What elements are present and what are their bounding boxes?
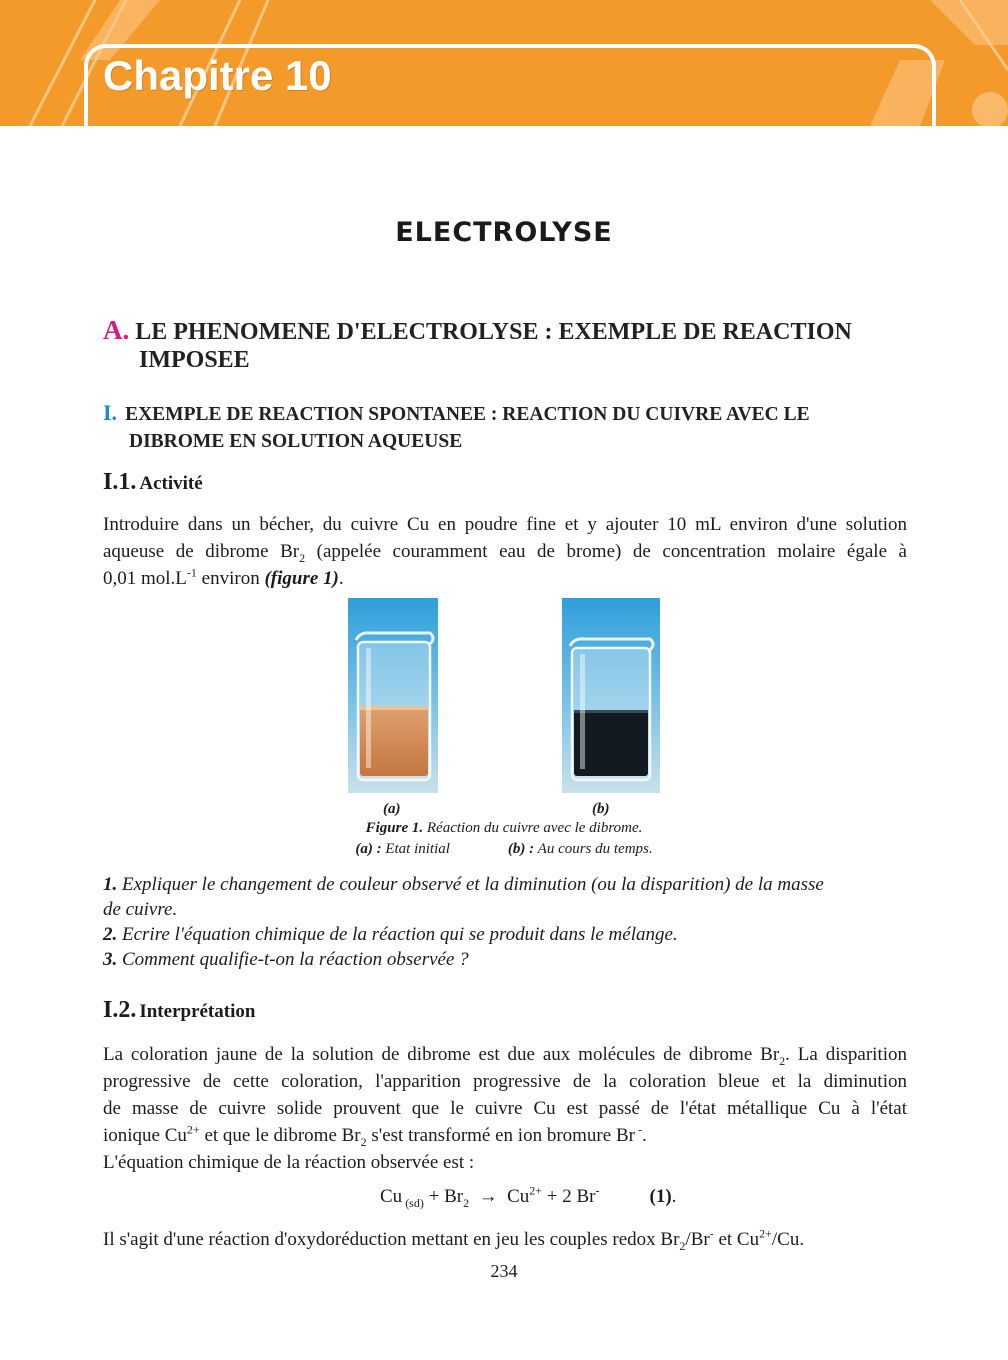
question-text: Expliquer le changement de couleur observé et la diminution (ou la disparition) de la masse: [117, 874, 824, 895]
interp-line-4: [103, 1122, 907, 1149]
text-run: Il s'agit d'une réaction d'oxydoréduction mettant en jeu les couples redox Br: [103, 1229, 680, 1250]
chemical-equation: [380, 1183, 677, 1210]
subsection-2-number: I.2.: [103, 997, 137, 1023]
beaker-photo-reaction: [562, 598, 660, 793]
activity-line-2: [103, 538, 907, 565]
eq-term: + Br: [423, 1186, 464, 1207]
text-run: .: [338, 568, 344, 589]
superscript: 2+: [186, 1122, 200, 1137]
legend-a-key: (a) :: [355, 841, 382, 857]
text-run: et Cu: [713, 1229, 760, 1250]
activity-line-1: Introduire dans un bécher, du cuivre Cu en poudre fine et y ajouter 10 mL environ d'une solution: [103, 514, 907, 535]
text-run: et que le dibrome Br: [199, 1125, 361, 1146]
question-number: 2.: [103, 924, 118, 945]
subsection-2-title: Interprétation: [139, 1001, 256, 1022]
subsection-1-heading: [103, 469, 203, 496]
section-a-line1: LE PHENOMENE D'ELECTROLYSE : EXEMPLE DE REACTION: [135, 319, 852, 345]
interp-line-5: L'équation chimique de la réaction observée est :: [103, 1152, 475, 1173]
superscript: 2+: [529, 1183, 543, 1198]
section-i-line2: DIBROME EN SOLUTION AQUEUSE: [129, 431, 463, 452]
text-run: /Cu.: [771, 1229, 805, 1250]
section-a-letter: A.: [103, 315, 130, 345]
activity-paragraph: [103, 511, 907, 592]
subscript: 2: [779, 1053, 786, 1068]
legend-a-text: Etat initial: [381, 841, 450, 857]
subsection-1-number: I.1.: [103, 469, 137, 495]
text-run: s'est transformé en ion bromure Br: [366, 1125, 635, 1146]
page-title: ELECTROLYSE: [395, 217, 613, 248]
subscript: 2: [679, 1238, 686, 1253]
chapter-banner: [0, 0, 1008, 126]
text-run: environ: [196, 568, 265, 589]
text-run: La coloration jaune de la solution de dibrome est due aux molécules de dibrome Br: [103, 1044, 780, 1065]
reaction-arrow: →: [469, 1186, 508, 1207]
section-i-heading: [103, 399, 908, 455]
section-a-line2: IMPOSEE: [139, 347, 250, 373]
interp-line-3: de masse de cuivre solide prouvent que le cuivre Cu est passé de l'état métallique Cu à l'état: [103, 1098, 907, 1119]
conclusion-paragraph: [103, 1226, 907, 1253]
figure-label-a: (a): [383, 801, 401, 817]
beaker-photo-initial: [348, 598, 438, 793]
legend-b-key: (b) :: [507, 841, 535, 857]
superscript: -: [709, 1226, 714, 1241]
superscript: -1: [186, 565, 197, 580]
section-i-line1: EXEMPLE DE REACTION SPONTANEE : REACTION DU CUIVRE AVEC LE: [125, 404, 810, 425]
figure-caption-text: Réaction du cuivre avec le dibrome.: [423, 820, 643, 836]
interp-line-2: progressive de cette coloration, l'apparition progressive de la coloration bleue et la diminution: [103, 1071, 907, 1092]
superscript: -: [595, 1183, 600, 1198]
question-list: [103, 872, 907, 972]
question-text: Ecrire l'équation chimique de la réaction qui se produit dans le mélange.: [117, 924, 678, 945]
figure-number: Figure 1.: [365, 820, 424, 836]
equation-number: (1): [649, 1186, 672, 1207]
text-run: aqueuse de dibrome Br: [103, 541, 300, 562]
eq-term: + 2 Br: [542, 1186, 596, 1207]
question-1-cont: [103, 897, 907, 922]
subscript: 2: [463, 1195, 470, 1210]
eq-term: Cu: [380, 1186, 403, 1207]
question-text: Comment qualifie-t-on la réaction observée ?: [117, 949, 469, 970]
legend-b-text: Au cours du temps.: [534, 841, 653, 857]
question-number: 1.: [103, 874, 118, 895]
figure-caption: [0, 820, 1008, 837]
section-a-heading: [103, 316, 903, 374]
superscript: 2+: [759, 1226, 772, 1241]
section-i-numeral: I.: [103, 400, 118, 425]
activity-line-3: [103, 565, 907, 592]
superscript: -: [634, 1122, 642, 1137]
page-number: 234: [490, 1261, 518, 1281]
figure-reference: (figure 1): [264, 568, 339, 589]
text-run: ionique Cu: [103, 1125, 187, 1146]
question-3: [103, 947, 907, 972]
text-run: . La disparition: [785, 1044, 908, 1065]
subsection-1-title: Activité: [139, 473, 203, 494]
subscript: 2: [360, 1134, 367, 1149]
subscript: 2: [299, 550, 306, 565]
interp-line-1: [103, 1041, 907, 1068]
question-2: [103, 922, 907, 947]
question-text: de cuivre.: [103, 899, 178, 920]
text-run: .: [671, 1186, 677, 1207]
text-run: .: [641, 1125, 647, 1146]
chapter-title: Chapitre 10: [103, 52, 332, 99]
text-run: 0,01 mol.L: [103, 568, 187, 589]
subsection-2-heading: [103, 997, 255, 1024]
eq-state: (sd): [402, 1195, 424, 1210]
text-run: (appelée couramment eau de brome) de concentration molaire égale à: [305, 541, 907, 562]
question-1: [103, 872, 907, 897]
interpretation-paragraph: [103, 1041, 907, 1176]
conclusion-line: [103, 1226, 907, 1253]
eq-term: Cu: [507, 1186, 530, 1207]
question-number: 3.: [103, 949, 118, 970]
text-run: /Br: [685, 1229, 710, 1250]
figure-legend: [0, 841, 1008, 858]
figure-label-b: (b): [592, 801, 610, 817]
